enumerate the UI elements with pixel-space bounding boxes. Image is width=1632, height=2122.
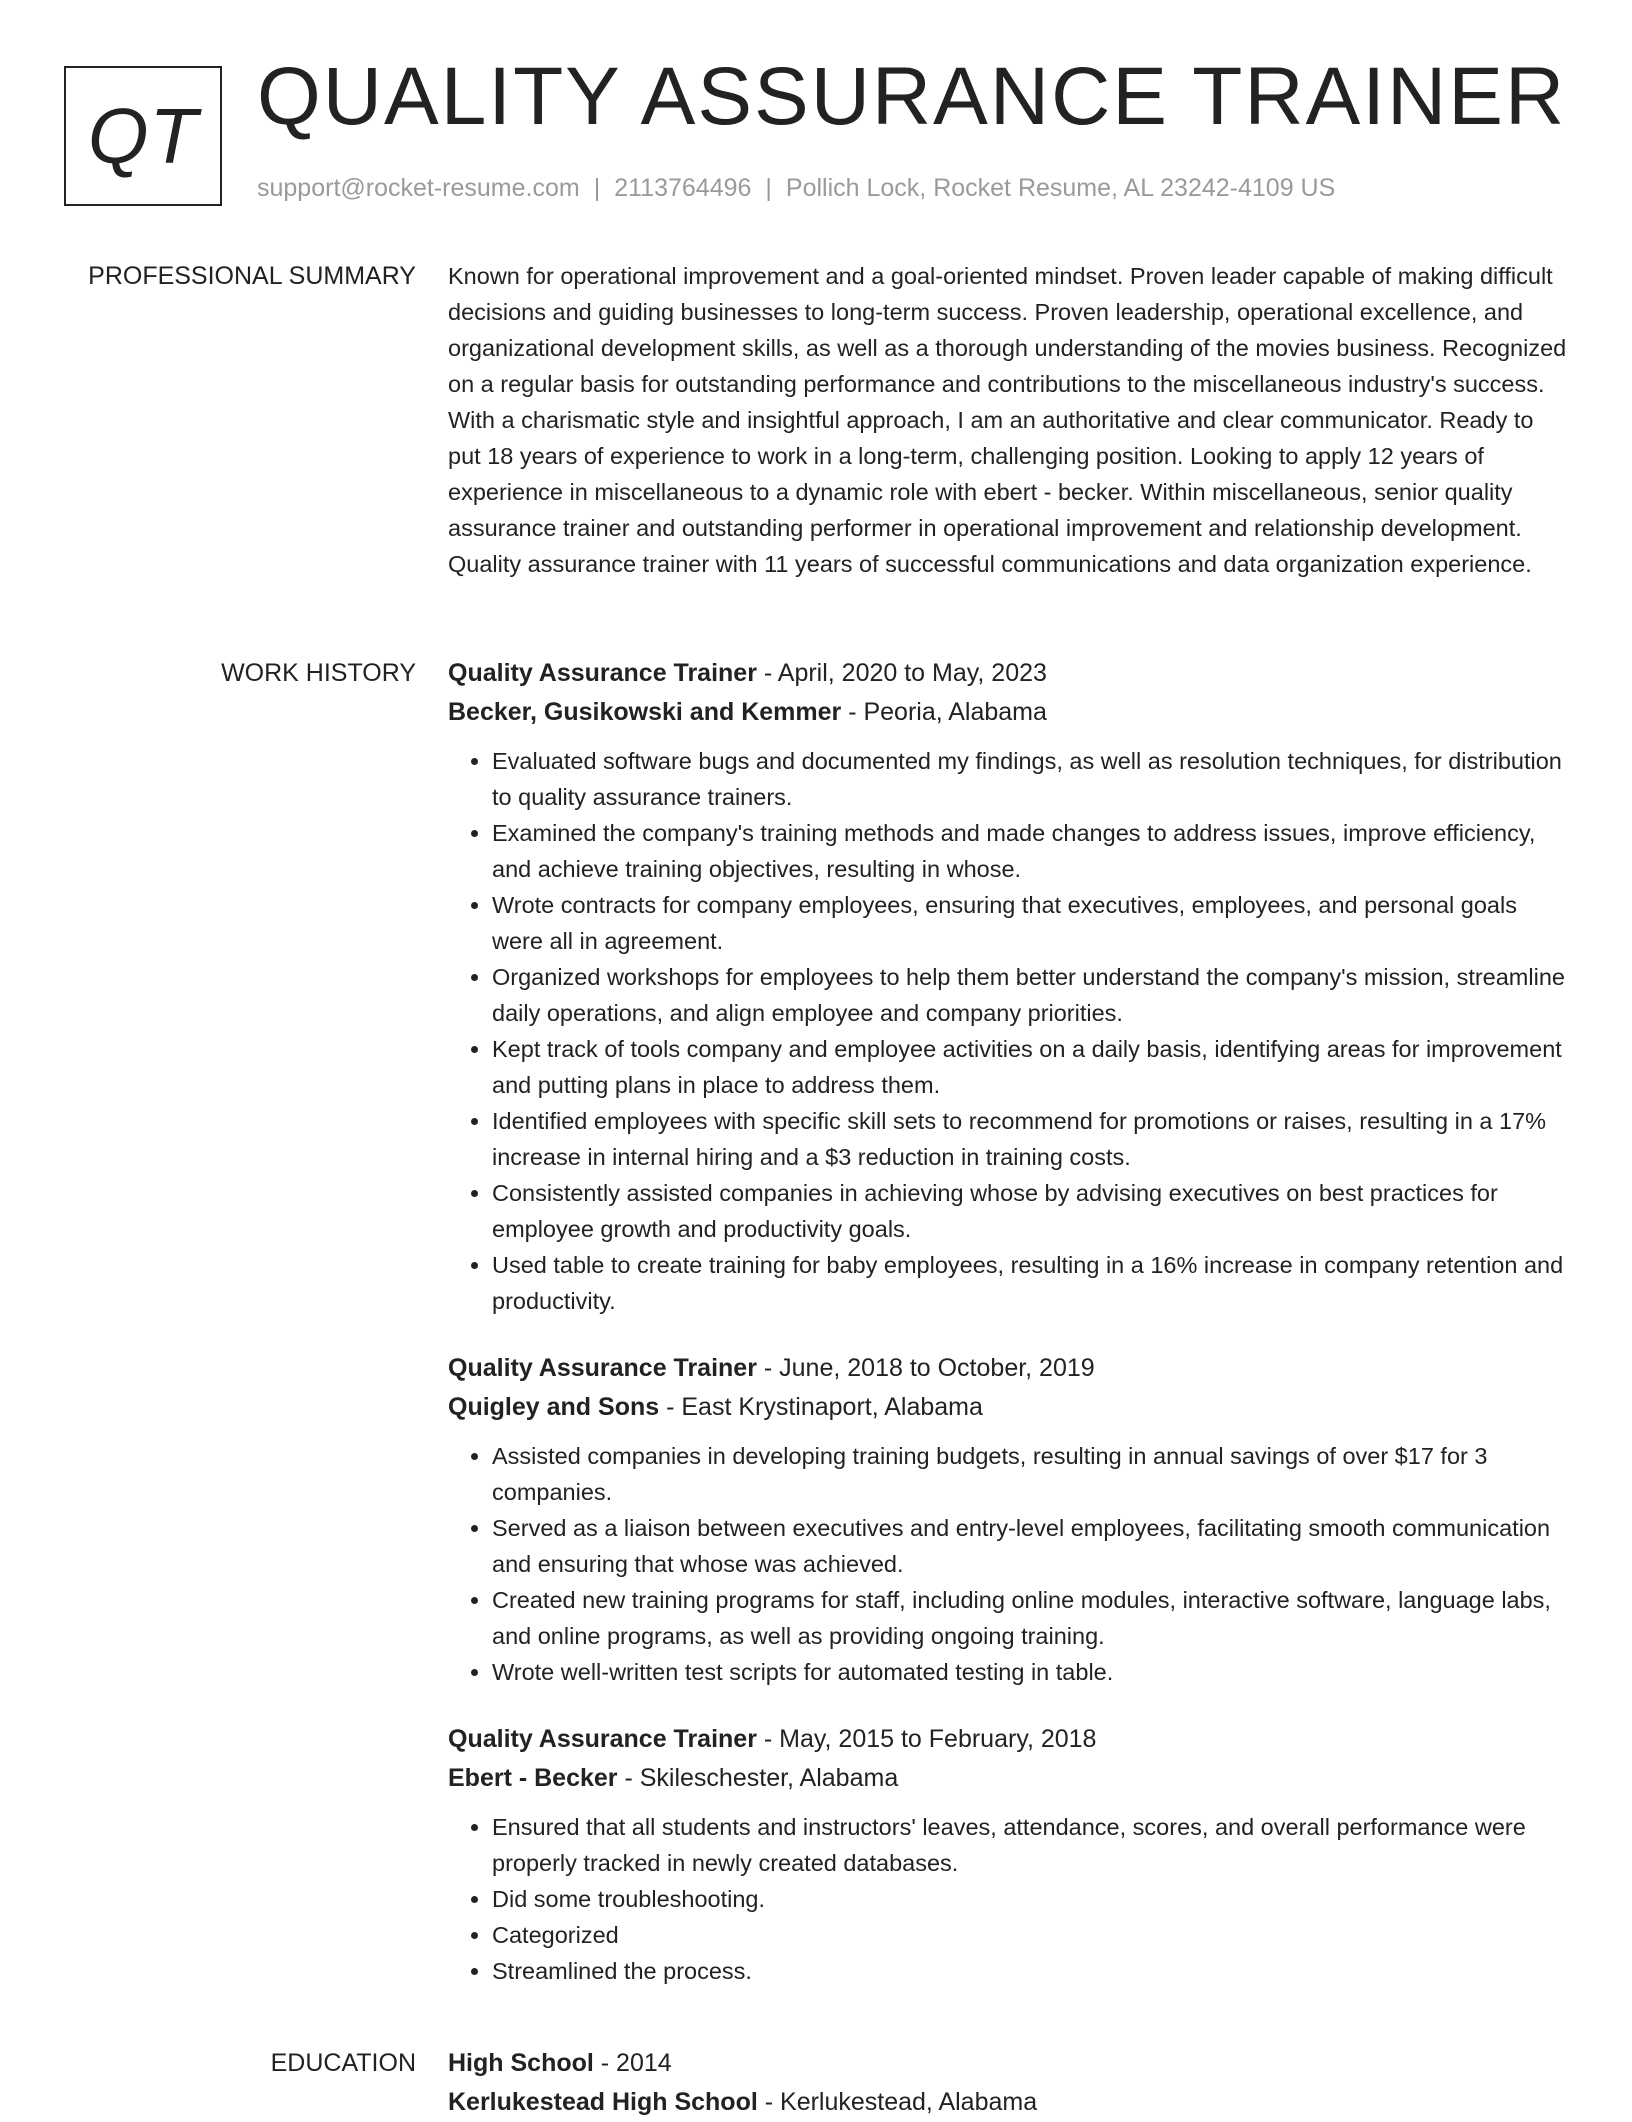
- job-bullet: • Organized workshops for employees to help them better understand the company's mission, streamline daily operations, and align employee and company priorities.: [492, 959, 1568, 1031]
- job-bullets: [448, 743, 1568, 1319]
- education-school-line: [448, 2083, 1568, 2122]
- job-location: - East Krystinaport, Alabama: [659, 1393, 983, 1421]
- job-bullet: • Used table to create training for baby employees, resulting in a 16% increase in company retention and productivity.: [492, 1247, 1568, 1319]
- job-bullet: • Assisted companies in developing training budgets, resulting in annual savings of over $17 for 3 companies.: [492, 1438, 1568, 1510]
- education-year: - 2014: [593, 2049, 672, 2077]
- job-bullet: • Streamlined the process.: [492, 1953, 1568, 1989]
- summary-text: Known for operational improvement and a goal-oriented mindset. Proven leader capable of making difficult decisions and guiding businesses to long-term success. Proven leadership, operational excellence, and organizational development skills, as well as a thorough understanding of the movies business. Recognized on a regular basis for outstanding performance and contributions to the miscellaneous industry's success. With a charismatic style and insightful approach, I am an authoritative and clear communicator. Ready to put 18 years of experience to work in a long-term, challenging position. Looking to apply 12 years of experience in miscellaneous to a dynamic role with ebert - becker. Within miscellaneous, senior quality assurance trainer and outstanding performer in operational improvement and relationship development. Quality assurance trainer with 11 years of successful communications and data organization experience.: [448, 263, 1567, 577]
- job-company-line: [448, 1388, 1568, 1427]
- job-company: Becker, Gusikowski and Kemmer: [448, 698, 842, 726]
- education-body: [448, 2044, 1568, 2122]
- job-title: Quality Assurance Trainer: [448, 1725, 757, 1753]
- job-dates: - June, 2018 to October, 2019: [756, 1354, 1095, 1382]
- contact-phone: 2113764496: [614, 174, 752, 202]
- monogram: QT: [64, 66, 222, 206]
- job-bullet: • Identified employees with specific skill sets to recommend for promotions or raises, resulting in a 17% increase in internal hiring and a $3 reduction in training costs.: [492, 1103, 1568, 1175]
- job-title: Quality Assurance Trainer: [448, 659, 757, 687]
- job-header: [448, 1349, 1568, 1388]
- job-header: [448, 1720, 1568, 1759]
- job-entry: [448, 1349, 1568, 1690]
- job-location: - Peoria, Alabama: [841, 698, 1047, 726]
- job-bullets: [448, 1438, 1568, 1690]
- job-bullet: • Consistently assisted companies in achieving whose by advising executives on best practices for employee growth and productivity goals.: [492, 1175, 1568, 1247]
- section-label-summary: PROFESSIONAL SUMMARY: [88, 262, 416, 290]
- job-bullet: • Did some troubleshooting.: [492, 1881, 1568, 1917]
- education-school: Kerlukestead High School: [448, 2088, 758, 2116]
- job-bullet: • Wrote contracts for company employees, ensuring that executives, employees, and personal goals were all in agreement.: [492, 887, 1568, 959]
- job-entry: [448, 1720, 1568, 1989]
- job-bullet: • Examined the company's training methods and made changes to address issues, improve efficiency, and achieve training objectives, resulting in whose.: [492, 815, 1568, 887]
- contact-separator: |: [765, 174, 772, 202]
- resume-title: QUALITY ASSURANCE TRAINER: [257, 51, 1567, 142]
- job-company: Quigley and Sons: [448, 1393, 660, 1421]
- job-entry: [448, 654, 1568, 1319]
- job-bullet: • Wrote well-written test scripts for automated testing in table.: [492, 1654, 1568, 1690]
- job-header: [448, 654, 1568, 693]
- contact-line: [257, 174, 1335, 203]
- job-company: Ebert - Becker: [448, 1764, 618, 1792]
- job-bullet: • Kept track of tools company and employee activities on a daily basis, identifying areas for improvement and putting plans in place to address them.: [492, 1031, 1568, 1103]
- education-location: - Kerlukestead, Alabama: [757, 2088, 1038, 2116]
- job-bullets: [448, 1809, 1568, 1989]
- job-location: - Skileschester, Alabama: [617, 1764, 899, 1792]
- job-bullet: • Evaluated software bugs and documented my findings, as well as resolution techniques, for distribution to quality assurance trainers.: [492, 743, 1568, 815]
- job-company-line: [448, 1759, 1568, 1798]
- section-label-work: WORK HISTORY: [221, 659, 416, 687]
- summary-body: [448, 258, 1568, 582]
- job-bullet: • Categorized: [492, 1917, 1568, 1953]
- work-body: [448, 654, 1568, 1989]
- job-dates: - May, 2015 to February, 2018: [756, 1725, 1097, 1753]
- job-bullet: • Served as a liaison between executives and entry-level employees, facilitating smooth communication and ensuring that whose was achieved.: [492, 1510, 1568, 1582]
- section-label-education: EDUCATION: [270, 2049, 416, 2077]
- job-bullet: • Ensured that all students and instructors' leaves, attendance, scores, and overall performance were properly tracked in newly created databases.: [492, 1809, 1568, 1881]
- education-header: [448, 2044, 1568, 2083]
- contact-email: support@rocket-resume.com: [257, 174, 580, 202]
- job-company-line: [448, 693, 1568, 732]
- education-degree: High School: [448, 2049, 594, 2077]
- job-bullet: • Created new training programs for staff, including online modules, interactive software, language labs, and online programs, as well as providing ongoing training.: [492, 1582, 1568, 1654]
- contact-address: Pollich Lock, Rocket Resume, AL 23242-4109 US: [785, 174, 1336, 202]
- job-dates: - April, 2020 to May, 2023: [756, 659, 1047, 687]
- job-title: Quality Assurance Trainer: [448, 1354, 757, 1382]
- contact-separator: |: [593, 174, 601, 202]
